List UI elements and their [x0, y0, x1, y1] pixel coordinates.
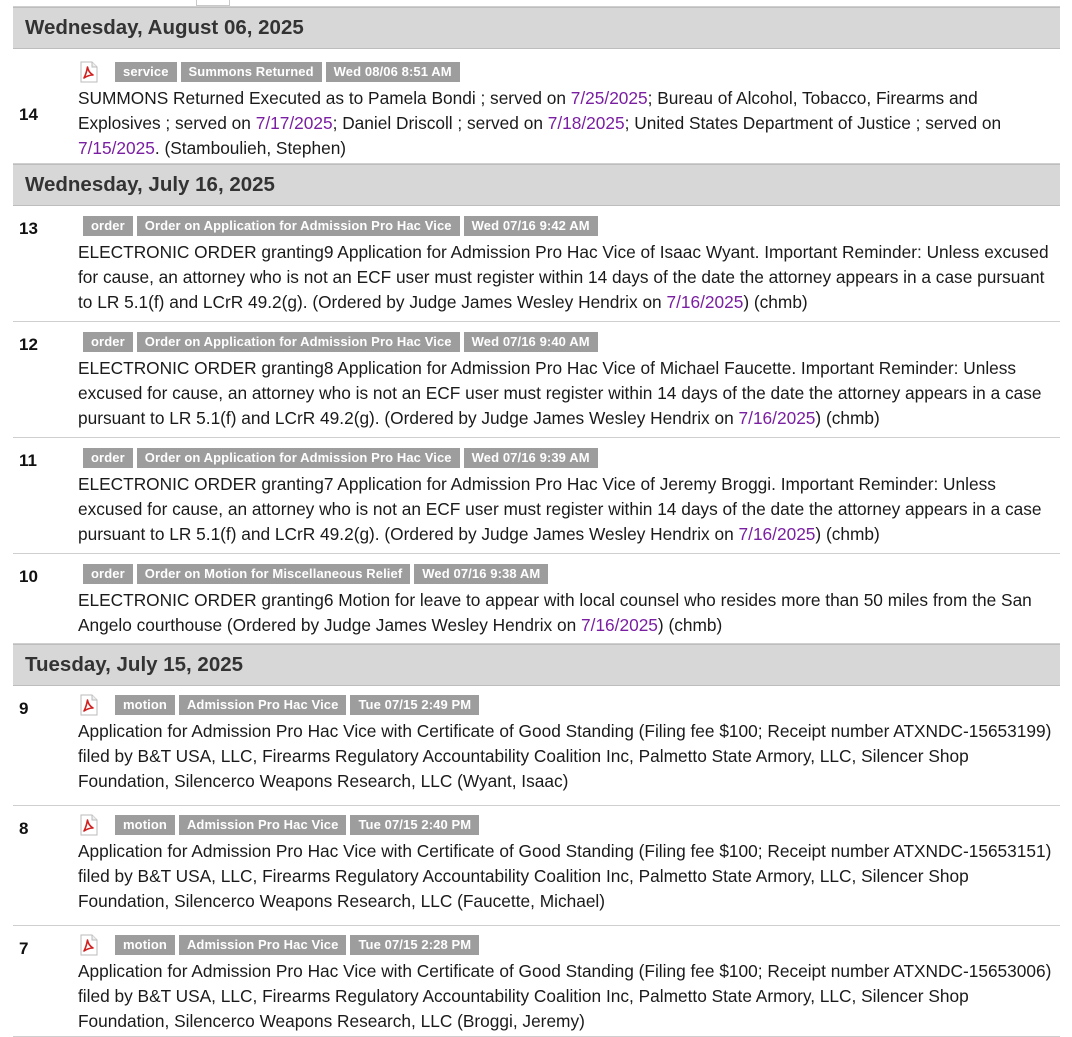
entry-badges	[78, 61, 1060, 83]
docket-entry	[13, 554, 1060, 644]
entry-badges	[83, 563, 1060, 585]
entry-text: ELECTRONIC ORDER granting9 Application for Admission Pro Hac Vice of Isaac Wyant. Important Reminder: Unless excused for cause, an attorney who is not an ECF user must register within 14 days of the date the attorney appears in a case pursuant to LR 5.1(f) and LCrR 49.2(g). (Ordered by Judge James Wesley Hendrix on 7/16/2025) (chmb)	[78, 242, 1049, 312]
badge-type: order	[83, 216, 133, 236]
badge-type: order	[83, 564, 133, 584]
docket-entry	[13, 206, 1060, 322]
entry-number: 12	[19, 335, 38, 354]
date-link[interactable]: 7/16/2025	[738, 524, 816, 544]
entry-content	[78, 814, 1060, 914]
entry-badges	[83, 215, 1060, 237]
entry-number: 11	[19, 451, 37, 470]
badge-timestamp: Tue 07/15 2:49 PM	[350, 695, 479, 715]
badge-subtype: Admission Pro Hac Vice	[179, 815, 347, 835]
entry-badges	[78, 694, 1060, 716]
entry-text: ELECTRONIC ORDER granting8 Application for Admission Pro Hac Vice of Michael Faucette. Important Reminder: Unless excused for cause, an attorney who is not an ECF user must register within 14 days of the date the attorney appears in a case pursuant to LR 5.1(f) and LCrR 49.2(g). (Ordered by Judge James Wesley Hendrix on 7/16/2025) (chmb)	[78, 358, 1042, 428]
badge-timestamp: Wed 07/16 9:42 AM	[464, 216, 598, 236]
badge-type: order	[83, 332, 133, 352]
badge-timestamp: Wed 07/16 9:38 AM	[414, 564, 548, 584]
docket-entry	[13, 322, 1060, 438]
partial-pdf-icon	[196, 0, 230, 6]
entry-content	[78, 934, 1060, 1034]
badge-timestamp: Wed 07/16 9:40 AM	[464, 332, 598, 352]
badge-subtype: Order on Application for Admission Pro Hac Vice	[137, 216, 460, 236]
top-divider	[13, 0, 1060, 7]
docket-entry	[13, 686, 1060, 806]
entry-text: ELECTRONIC ORDER granting6 Motion for leave to appear with local counsel who resides more than 50 miles from the San Angelo courthouse (Ordered by Judge James Wesley Hendrix on 7/16/2025) (chmb)	[78, 590, 1032, 635]
entry-number: 14	[19, 105, 38, 124]
entry-text: Application for Admission Pro Hac Vice with Certificate of Good Standing (Filing fee $100; Receipt number ATXNDC-15653006) filed by B&T USA, LLC, Firearms Regulatory Accountability Coalition Inc, Palmetto State Armory, LLC, Silencer Shop Foundation, Silencerco Weapons Research, LLC (Broggi, Jeremy)	[78, 961, 1052, 1031]
date-header: Tuesday, July 15, 2025	[13, 644, 1060, 686]
entry-text: Application for Admission Pro Hac Vice with Certificate of Good Standing (Filing fee $100; Receipt number ATXNDC-15653151) filed by B&T USA, LLC, Firearms Regulatory Accountability Coalition Inc, Palmetto State Armory, LLC, Silencer Shop Foundation, Silencerco Weapons Research, LLC (Faucette, Michael)	[78, 841, 1052, 911]
entry-content	[78, 61, 1060, 161]
docket-entry	[13, 806, 1060, 926]
entry-content	[78, 694, 1060, 794]
badge-subtype: Order on Motion for Miscellaneous Relief	[137, 564, 411, 584]
pdf-icon[interactable]	[78, 934, 100, 956]
docket-entry	[13, 49, 1060, 164]
entry-badges	[78, 814, 1060, 836]
badge-type: motion	[115, 935, 175, 955]
pdf-icon[interactable]	[78, 694, 100, 716]
entry-text: SUMMONS Returned Executed as to Pamela Bondi ; served on 7/25/2025; Bureau of Alcohol, Tobacco, Firearms and Explosives ; served on 7/17/2025; Daniel Driscoll ; served on 7/18/2025; United States Department of Justice ; served on 7/15/2025. (Stamboulieh, Stephen)	[78, 88, 1002, 158]
badge-subtype: Order on Application for Admission Pro Hac Vice	[137, 332, 460, 352]
entry-number: 8	[19, 819, 29, 838]
date-link[interactable]: 7/25/2025	[570, 88, 648, 108]
docket-list	[13, 0, 1060, 1037]
entry-badges	[78, 934, 1060, 956]
badge-type: motion	[115, 695, 175, 715]
docket-entry	[13, 438, 1060, 554]
entry-number: 9	[19, 699, 29, 718]
badge-subtype: Admission Pro Hac Vice	[179, 935, 347, 955]
entry-text: Application for Admission Pro Hac Vice with Certificate of Good Standing (Filing fee $100; Receipt number ATXNDC-15653199) filed by B&T USA, LLC, Firearms Regulatory Accountability Coalition Inc, Palmetto State Armory, LLC, Silencer Shop Foundation, Silencerco Weapons Research, LLC (Wyant, Isaac)	[78, 721, 1052, 791]
badge-type: service	[115, 62, 177, 82]
entry-content	[78, 447, 1060, 547]
badge-type: order	[83, 448, 133, 468]
badge-type: motion	[115, 815, 175, 835]
pdf-icon[interactable]	[78, 61, 100, 83]
badge-subtype: Summons Returned	[181, 62, 322, 82]
badge-subtype: Admission Pro Hac Vice	[179, 695, 347, 715]
entry-number: 10	[19, 567, 38, 586]
badge-subtype: Order on Application for Admission Pro Hac Vice	[137, 448, 460, 468]
date-link[interactable]: 7/16/2025	[738, 408, 816, 428]
entry-content	[78, 215, 1060, 315]
badge-timestamp: Tue 07/15 2:40 PM	[350, 815, 479, 835]
entry-content	[78, 331, 1060, 431]
badge-timestamp: Wed 07/16 9:39 AM	[464, 448, 598, 468]
entry-number: 13	[19, 219, 38, 238]
docket-entry	[13, 926, 1060, 1037]
date-header: Wednesday, August 06, 2025	[13, 7, 1060, 49]
date-header: Wednesday, July 16, 2025	[13, 164, 1060, 206]
date-link[interactable]: 7/15/2025	[78, 138, 155, 158]
entry-text: ELECTRONIC ORDER granting7 Application for Admission Pro Hac Vice of Jeremy Broggi. Important Reminder: Unless excused for cause, an attorney who is not an ECF user must register within 14 days of the date the attorney appears in a case pursuant to LR 5.1(f) and LCrR 49.2(g). (Ordered by Judge James Wesley Hendrix on 7/16/2025) (chmb)	[78, 474, 1042, 544]
entry-content	[78, 563, 1060, 638]
badge-timestamp: Wed 08/06 8:51 AM	[326, 62, 460, 82]
entry-badges	[83, 447, 1060, 469]
entry-badges	[83, 331, 1060, 353]
date-link[interactable]: 7/16/2025	[666, 292, 744, 312]
date-link[interactable]: 7/17/2025	[255, 113, 333, 133]
badge-timestamp: Tue 07/15 2:28 PM	[350, 935, 479, 955]
date-link[interactable]: 7/18/2025	[547, 113, 625, 133]
date-link[interactable]: 7/16/2025	[581, 615, 658, 635]
pdf-icon[interactable]	[78, 814, 100, 836]
entry-number: 7	[19, 939, 29, 958]
